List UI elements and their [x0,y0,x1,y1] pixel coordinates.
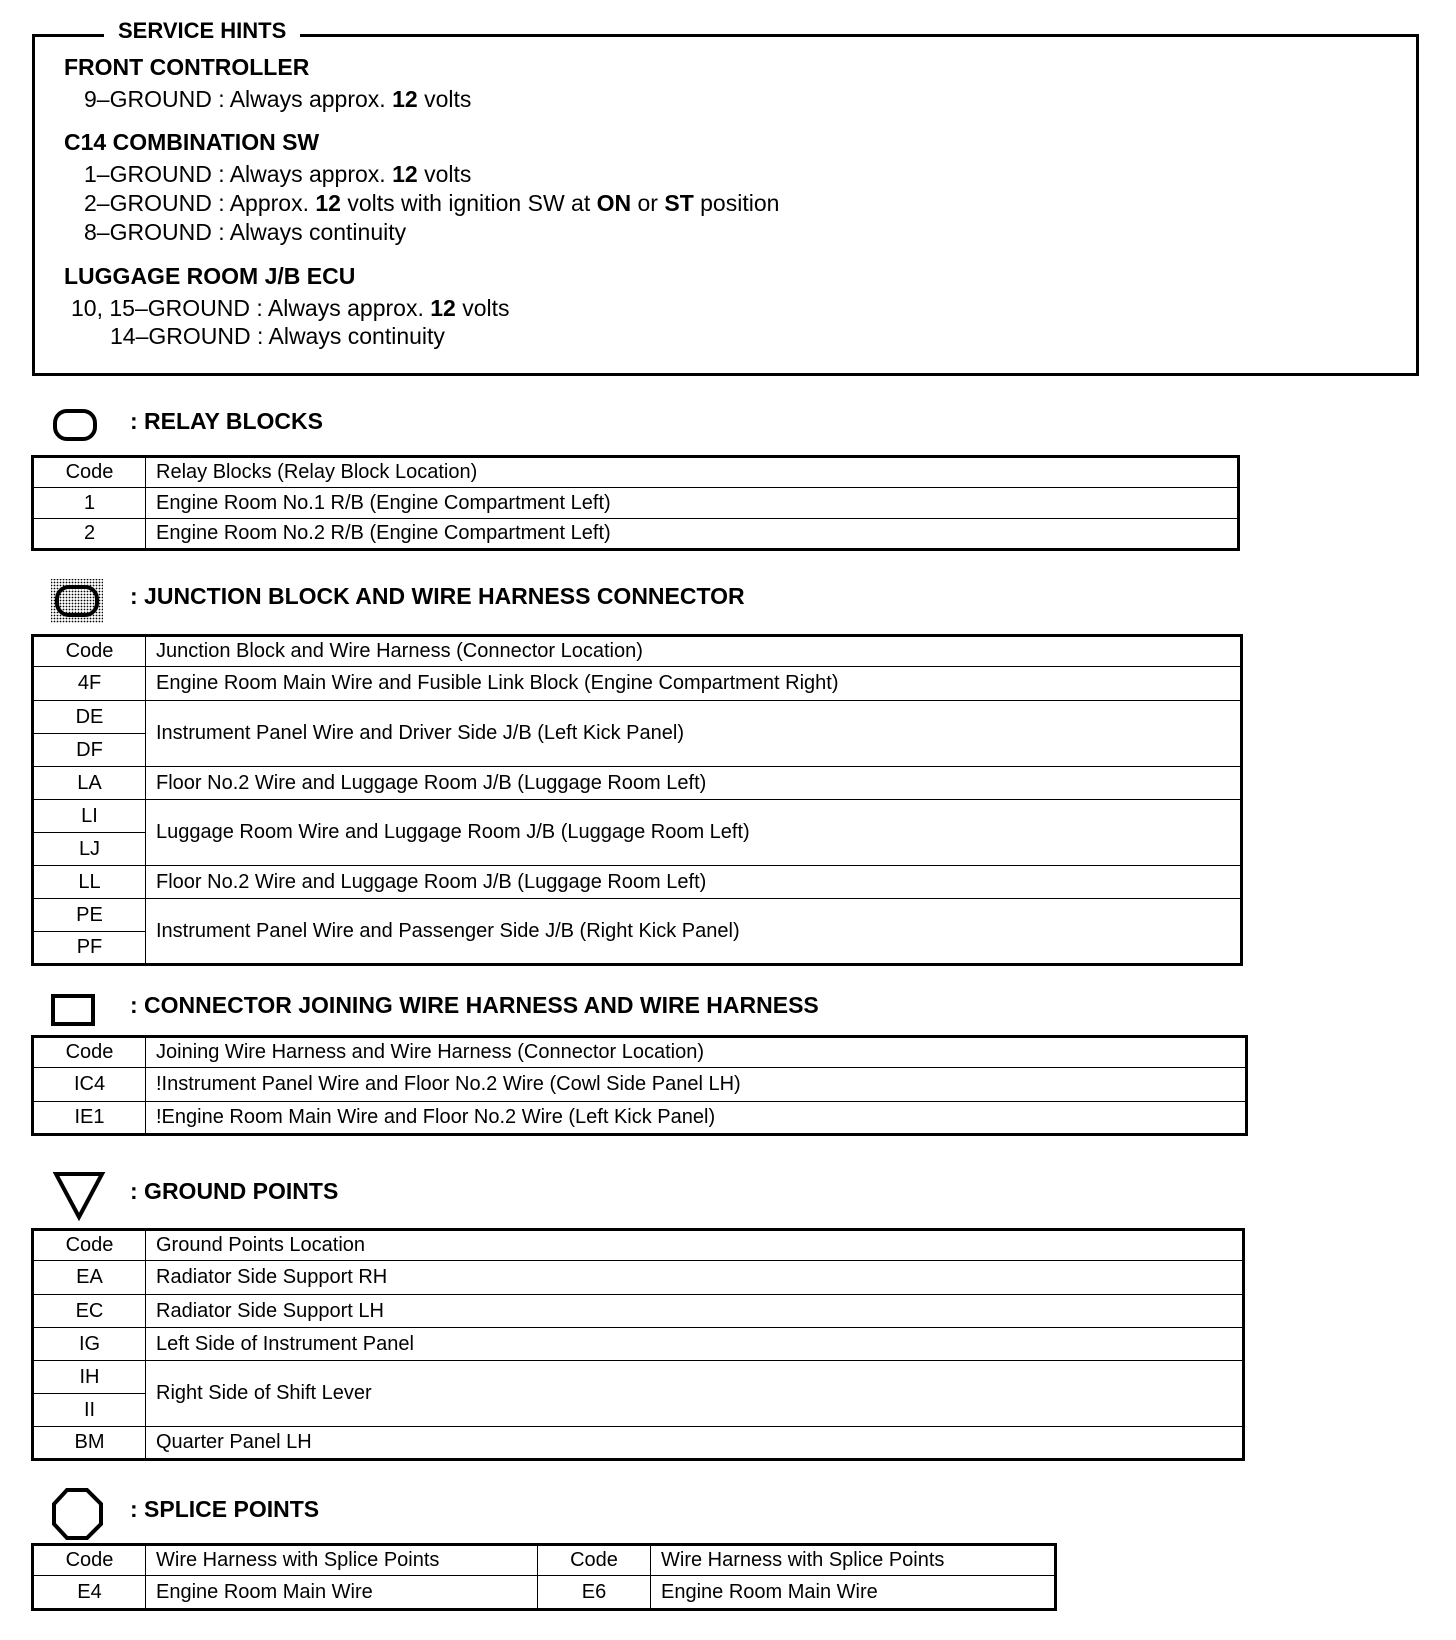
splice-points-table [31,1543,1057,1611]
hint-line: 14–GROUND : Always continuity [110,323,445,349]
junction-block-symbol-icon [50,578,106,626]
table-row: PE Instrument Panel Wire and Passenger Side J/B (Right Kick Panel) [33,899,1242,932]
table-row: EC Radiator Side Support LH [33,1295,1244,1328]
table-row: II [33,1394,1244,1427]
table-header-row: Code Wire Harness with Splice Points Code Wire Harness with Splice Points [33,1545,1056,1576]
table-row: LA Floor No.2 Wire and Luggage Room J/B (Luggage Room Left) [33,767,1242,800]
table-row: DE Instrument Panel Wire and Driver Side J/B (Left Kick Panel) [33,701,1242,734]
hint-heading-front-controller: FRONT CONTROLLER [64,54,310,80]
table-header-row: Code Relay Blocks (Relay Block Location) [33,457,1239,488]
relay-blocks-heading: : RELAY BLOCKS [130,408,323,434]
splice-point-symbol-icon [51,1487,105,1541]
relay-block-symbol-icon [52,408,100,444]
service-hints-title: SERVICE HINTS [104,18,300,44]
hint-line: 9–GROUND : Always approx. 12 volts [84,86,472,112]
table-row: E4 Engine Room Main Wire E6 Engine Room Main Wire [33,1576,1056,1610]
splice-points-heading: : SPLICE POINTS [130,1496,320,1522]
table-row: EA Radiator Side Support RH [33,1261,1244,1295]
joining-connector-heading: : CONNECTOR JOINING WIRE HARNESS AND WIRE HARNESS [130,992,819,1018]
hint-line: 1–GROUND : Always approx. 12 volts [84,161,472,187]
table-row: DF [33,734,1242,767]
table-header-row: Code Ground Points Location [33,1230,1244,1261]
junction-block-heading: : JUNCTION BLOCK AND WIRE HARNESS CONNECTOR [130,583,745,609]
hint-line: 2–GROUND : Approx. 12 volts with ignition SW at ON or ST position [84,190,780,216]
table-row: IG Left Side of Instrument Panel [33,1328,1244,1361]
ground-points-table [31,1228,1245,1461]
ground-points-heading: : GROUND POINTS [130,1178,339,1204]
table-row: IE1 !Engine Room Main Wire and Floor No.2 Wire (Left Kick Panel) [33,1102,1247,1135]
table-row: 1 Engine Room No.1 R/B (Engine Compartment Left) [33,488,1239,519]
table-row: IC4 !Instrument Panel Wire and Floor No.2 Wire (Cowl Side Panel LH) [33,1068,1247,1102]
joining-connector-symbol-icon [50,993,98,1029]
hint-line: 8–GROUND : Always continuity [84,219,407,245]
table-row: LL Floor No.2 Wire and Luggage Room J/B (Luggage Room Left) [33,866,1242,899]
table-header-row: Code Joining Wire Harness and Wire Harness (Connector Location) [33,1037,1247,1068]
hint-heading-combination-sw: C14 COMBINATION SW [64,129,320,155]
joining-connector-table [31,1035,1248,1136]
table-row: IH Right Side of Shift Lever [33,1361,1244,1394]
relay-blocks-table [31,455,1240,551]
junction-block-table [31,634,1243,966]
table-row: PF [33,932,1242,965]
hint-heading-luggage-room: LUGGAGE ROOM J/B ECU [64,263,356,289]
hint-line: 10, 15–GROUND : Always approx. 12 volts [71,295,510,321]
table-row: LI Luggage Room Wire and Luggage Room J/B (Luggage Room Left) [33,800,1242,833]
table-row: 4F Engine Room Main Wire and Fusible Link Block (Engine Compartment Right) [33,667,1242,701]
ground-point-symbol-icon [52,1170,108,1222]
table-row: BM Quarter Panel LH [33,1427,1244,1460]
table-header-row: Code Junction Block and Wire Harness (Connector Location) [33,636,1242,667]
table-row: 2 Engine Room No.2 R/B (Engine Compartment Left) [33,519,1239,550]
table-row: LJ [33,833,1242,866]
